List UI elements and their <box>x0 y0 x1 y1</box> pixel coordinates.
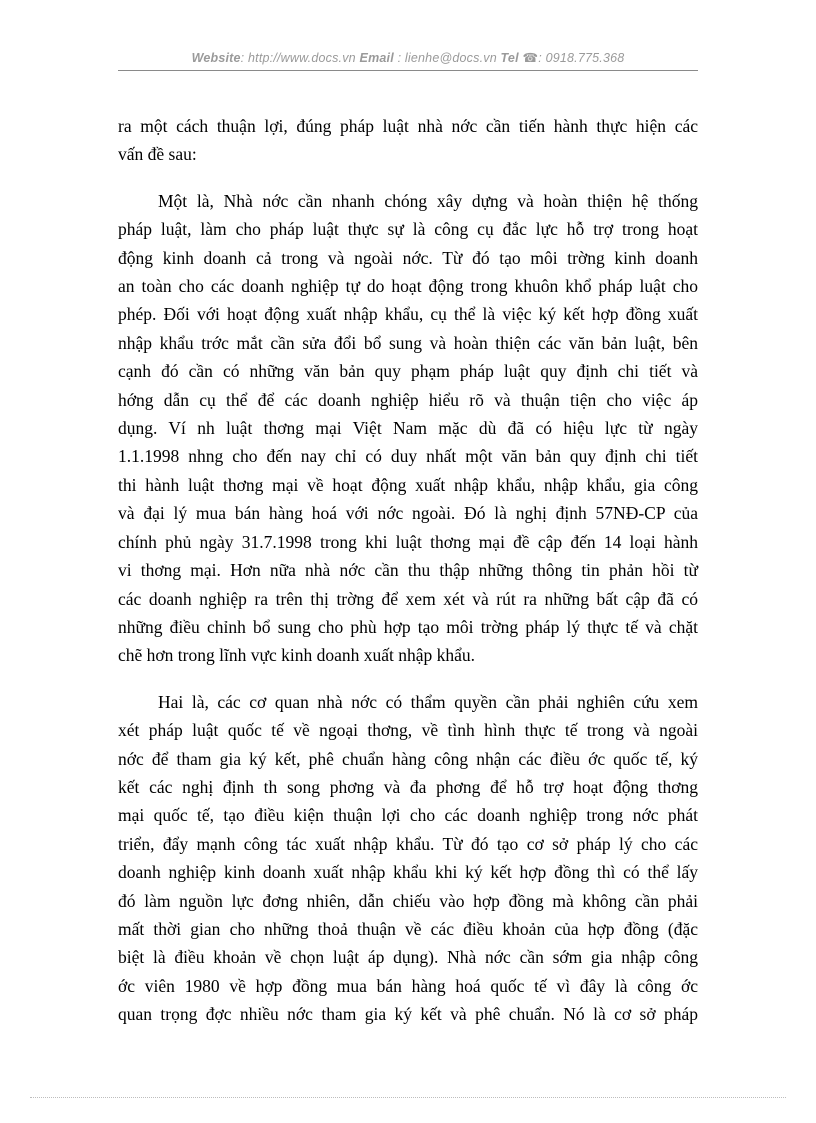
phone-icon: ☎ <box>522 51 539 65</box>
website-label: Website <box>191 51 241 65</box>
text-line: đó làm nguồn lực đơng nhiên, dẫn chiếu vào hợp đồng mà không cần phải <box>118 890 698 911</box>
text-line: thi hành luật thơng mại về hoạt động xuất nhập khẩu, nhập khẩu, gia công <box>118 474 698 495</box>
text-line: doanh nghiệp kinh doanh xuất nhập khẩu khi ký kết hợp đồng thì có thể lấy <box>118 862 698 883</box>
text-line: động kinh doanh cả trong và ngoài nớc. Từ đó tạo môi trờng kinh doanh <box>118 247 698 268</box>
text-line: chẽ hơn trong lĩnh vực kinh doanh xuất nhập khẩu. <box>118 645 475 666</box>
text-line: vi thơng mại. Hơn nữa nhà nớc cần thu thập những thông tin phản hồi từ <box>118 560 698 581</box>
text-line: nớc để tham gia ký kết, phê chuẩn hàng công nhận các điều ớc quốc tế, ký <box>118 748 698 769</box>
text-line: phép. Đối với hoạt động xuất nhập khẩu, cụ thể là việc ký kết hợp đồng xuất <box>118 304 698 325</box>
text-line: quan trọng đợc nhiều nớc tham gia ký kết và phê chuẩn. Nó là cơ sở pháp <box>118 1004 698 1025</box>
text-line: kết các nghị định th song phơng và đa phơng để hỗ trợ hoạt động thơng <box>118 776 698 797</box>
page-header <box>118 50 698 65</box>
tel-label: Tel <box>500 51 519 65</box>
text-line: nhập khẩu trớc mắt cần sửa đổi bổ sung và hoàn thiện các văn bản luật, bên <box>118 332 698 353</box>
paragraph-gap <box>118 169 698 187</box>
text-line: chính phủ ngày 31.7.1998 trong khi luật thơng mại đề cập đến 14 loại hành <box>118 531 698 552</box>
text-line: 1.1.1998 nhng cho đến nay chỉ có duy nhất một văn bản quy định chi tiết <box>118 446 698 467</box>
text-line: xét pháp luật quốc tế về ngoại thơng, về tình hình thực tế trong và ngoài <box>118 720 698 741</box>
text-line: biệt là điều khoản về chọn luật áp dụng). Nhà nớc cần sớm gia nhập công <box>118 947 698 968</box>
text-line: mất thời gian cho những thoả thuận về các điều khoản của hợp đồng (đặc <box>118 918 698 939</box>
text-line: ớc viên 1980 về hợp đồng mua bán hàng hoá quốc tế vì đây là công ớc <box>118 975 698 996</box>
text-line: những điều chỉnh bổ sung cho phù hợp tạo môi trờng pháp lý thực tế và chặt <box>118 616 698 637</box>
paragraph-intro-end <box>118 140 698 168</box>
text-line: và đại lý mua bán hàng hoá với nớc ngoài. Đó là nghị định 57NĐ-CP của <box>118 503 698 524</box>
footer-divider <box>30 1097 786 1098</box>
text-line: mại quốc tế, tạo điều kiện thuận lợi cho các doanh nghiệp trong nớc phát <box>118 805 698 826</box>
text-line: Hai là, các cơ quan nhà nớc có thẩm quyền cần phải nghiên cứu xem <box>158 691 698 712</box>
website-value: : http://www.docs.vn <box>240 51 356 65</box>
header-divider <box>118 70 698 71</box>
text-line: các doanh nghiệp ra trên thị trờng để xem xét và rút ra những bất cập đã có <box>118 588 698 609</box>
text-line: ra một cách thuận lợi, đúng pháp luật nhà nớc cần tiến hành thực hiện các <box>118 116 698 136</box>
paragraph-gap <box>118 670 698 688</box>
paragraph-hai-la <box>118 688 698 1029</box>
text-line: vấn đề sau: <box>118 144 197 165</box>
document-body <box>118 112 698 1029</box>
email-label: Email <box>359 51 394 65</box>
paragraph-mot-la <box>118 187 698 670</box>
paragraph-intro <box>118 112 698 140</box>
text-line: hớng dẫn cụ thể để các doanh nghiệp hiểu rõ và thuận tiện cho việc áp <box>118 389 698 410</box>
tel-value: : 0918.775.368 <box>538 51 625 65</box>
text-line: triển, đẩy mạnh công tác xuất nhập khẩu. Từ đó tạo cơ sở pháp lý cho các <box>118 833 698 854</box>
text-line: pháp luật, làm cho pháp luật thực sự là công cụ đắc lực hỗ trợ trong hoạt <box>118 219 698 240</box>
text-line: an toàn cho các doanh nghiệp tự do hoạt động trong khuôn khổ pháp luật cho <box>118 276 698 297</box>
text-line: cạnh đó cần có những văn bản quy phạm pháp luật quy định chi tiết và <box>118 361 698 382</box>
text-line: Một là, Nhà nớc cần nhanh chóng xây dựng và hoàn thiện hệ thống <box>158 190 698 211</box>
email-value: : lienhe@docs.vn <box>397 51 497 65</box>
text-line: dụng. Ví nh luật thơng mại Việt Nam mặc dù đã có hiệu lực từ ngày <box>118 418 698 439</box>
